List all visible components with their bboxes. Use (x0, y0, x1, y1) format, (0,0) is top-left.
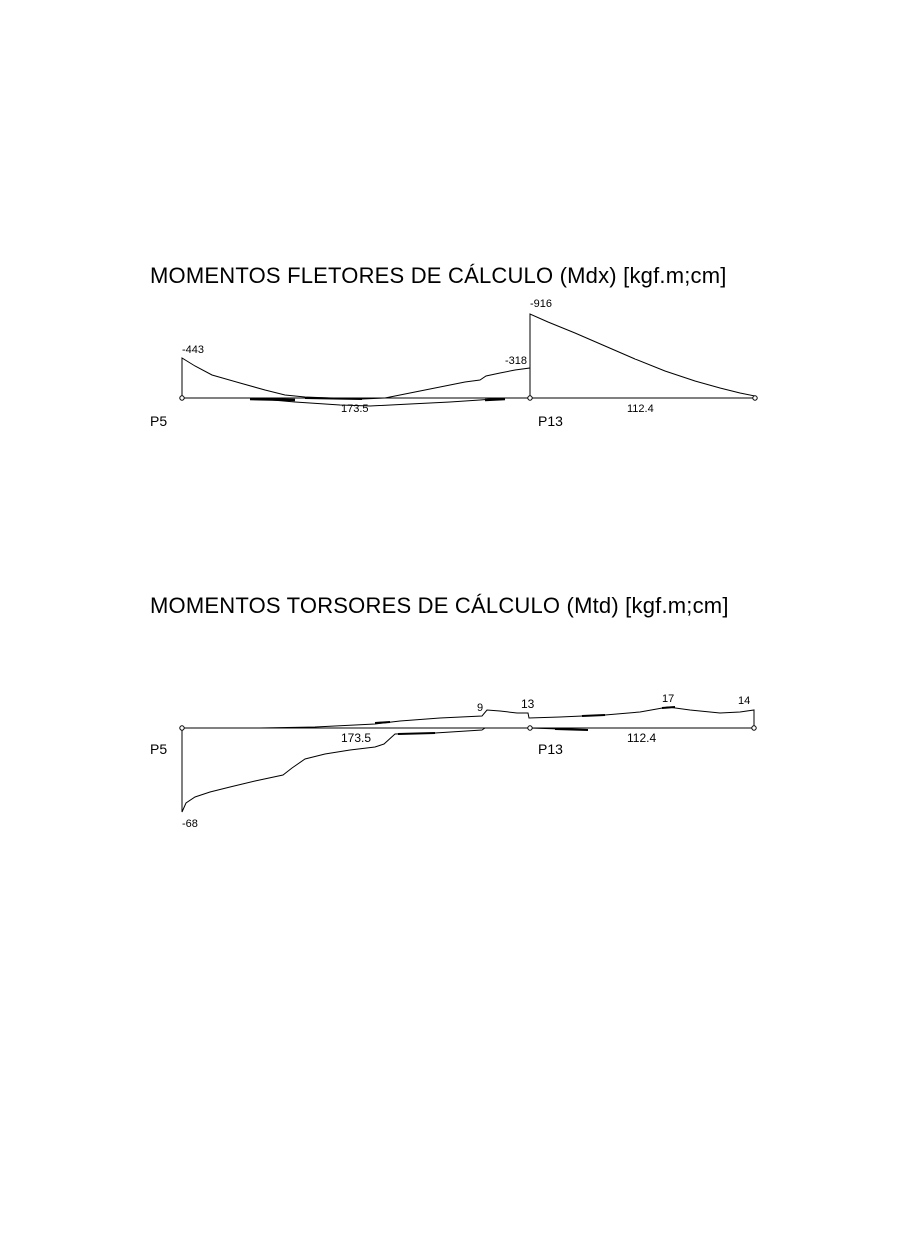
mtd-upper-bold-1 (375, 722, 390, 723)
mdx-span1-length-label: 173.5 (341, 403, 369, 415)
mdx-support-p5-label: P5 (150, 413, 168, 429)
mdx-support-p5-marker (180, 396, 184, 400)
mtd-value-label-neg68: -68 (182, 818, 198, 830)
mtd-value-label-9: 9 (477, 702, 484, 714)
mtd-diagram-title: MOMENTOS TORSORES DE CÁLCULO (Mtd) [kgf.m;cm] (150, 593, 729, 618)
mtd-diagram (180, 707, 756, 812)
mdx-support-p13-marker (528, 396, 532, 400)
mdx-value-label-p5: -443 (182, 344, 205, 356)
mdx-value-label-p13-right: -916 (530, 298, 553, 310)
mdx-diagram-title: MOMENTOS FLETORES DE CÁLCULO (Mdx) [kgf.m;cm] (150, 263, 727, 288)
mtd-support-p13-marker (528, 726, 532, 730)
mtd-value-label-17: 17 (662, 693, 675, 705)
mdx-span1-bold-right (485, 399, 505, 400)
mtd-value-label-13: 13 (521, 697, 535, 711)
mtd-lower-curve (182, 728, 485, 812)
mtd-upper-curve (182, 707, 754, 728)
mdx-span2-length-label: 112.4 (627, 403, 654, 415)
mtd-upper-bold-3 (662, 707, 675, 708)
mtd-support-p5-label: P5 (150, 741, 168, 757)
mdx-span1-bold-left (250, 399, 295, 400)
mdx-value-label-p13-left: -318 (505, 355, 528, 367)
mtd-span1-length-label: 173.5 (341, 731, 372, 745)
mdx-end-marker (753, 396, 757, 400)
mtd-labels (150, 693, 750, 830)
mdx-labels (150, 298, 654, 429)
mtd-lower-bold-1 (398, 733, 435, 734)
mdx-diagram (180, 314, 757, 406)
mdx-span1-bold-mid (305, 398, 362, 399)
mtd-upper-bold-2 (582, 715, 605, 716)
mdx-span2-curve (530, 314, 755, 398)
mdx-span1-curve (182, 358, 530, 399)
mtd-support-p5-marker (180, 726, 184, 730)
mtd-support-p13-label: P13 (538, 741, 563, 757)
mtd-span2-length-label: 112.4 (627, 731, 657, 745)
mdx-support-p13-label: P13 (538, 413, 563, 429)
mtd-end-marker (752, 726, 756, 730)
mtd-value-label-14: 14 (738, 695, 751, 707)
mtd-lower-bold-2 (555, 729, 588, 730)
